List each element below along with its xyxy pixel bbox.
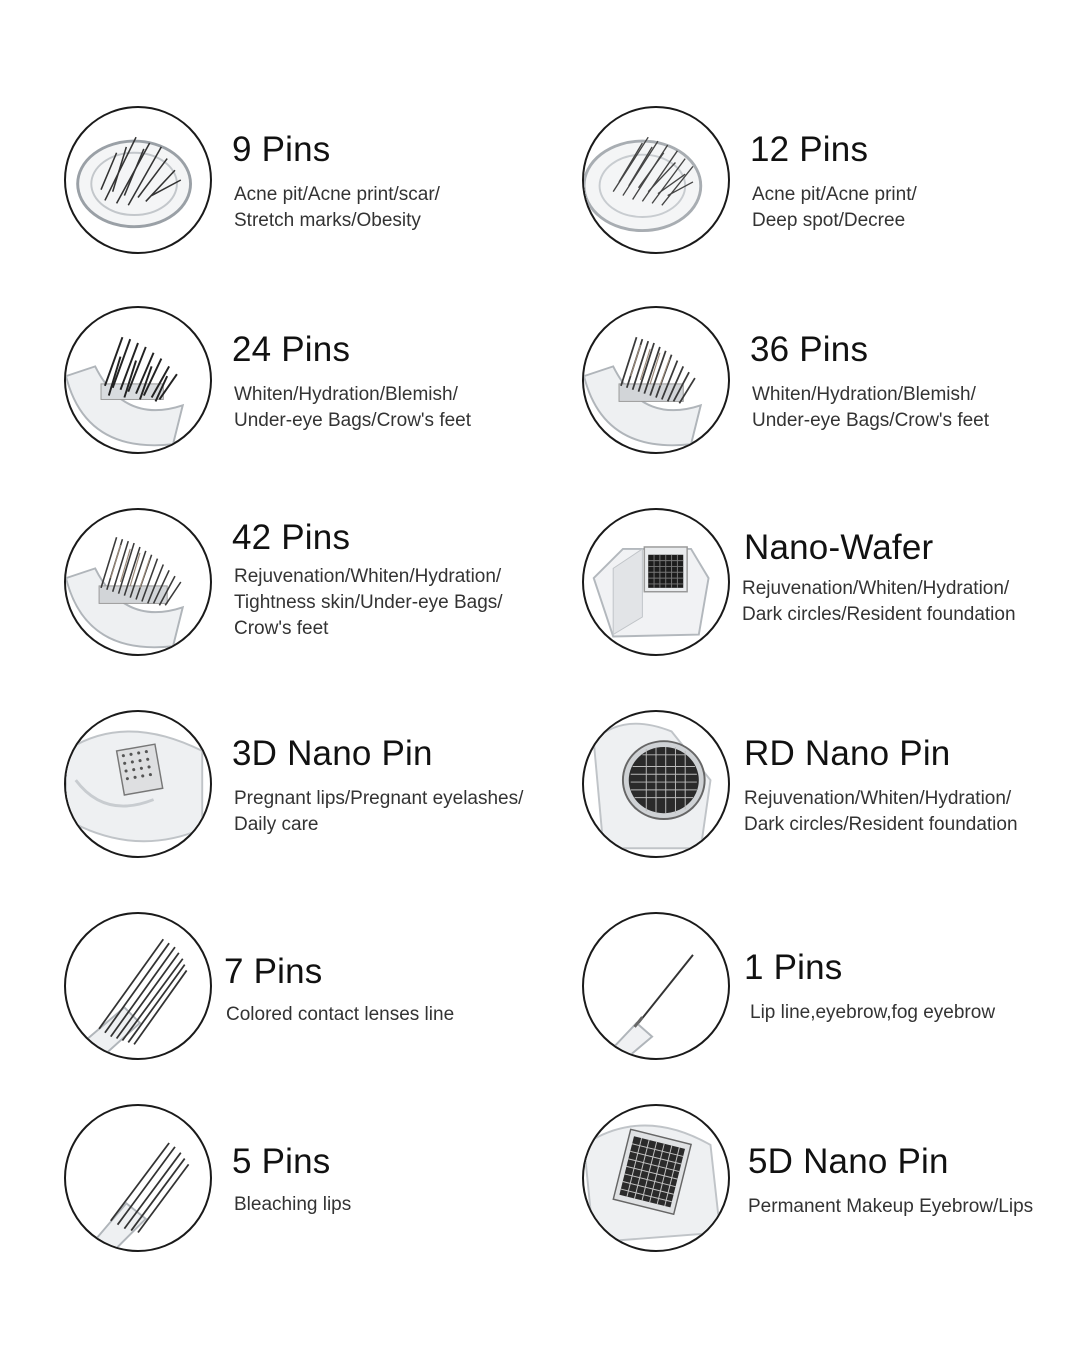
product-12-pins	[582, 106, 1080, 266]
needle-cartridge-36-icon	[582, 306, 730, 454]
nano-wafer-icon	[582, 508, 730, 656]
product-description: Rejuvenation/Whiten/Hydration/ Dark circles/Resident foundation	[742, 578, 1016, 625]
product-description: Rejuvenation/Whiten/Hydration/ Tightness skin/Under-eye Bags/ Crow's feet	[234, 566, 503, 639]
needle-5-pins-icon	[64, 1104, 212, 1252]
product-1-pins	[582, 912, 1080, 1072]
product-title: 5 Pins	[232, 1142, 331, 1181]
product-3d-nano-pin	[64, 710, 564, 870]
product-36-pins	[582, 306, 1080, 466]
needle-cartridge-12-icon	[582, 106, 730, 254]
product-title: 5D Nano Pin	[748, 1142, 949, 1181]
product-title: 3D Nano Pin	[232, 734, 433, 773]
product-nano-wafer	[582, 508, 1080, 668]
product-5-pins	[64, 1104, 564, 1264]
needle-cartridge-24-icon	[64, 306, 212, 454]
product-title: 12 Pins	[750, 130, 869, 169]
product-description: Whiten/Hydration/Blemish/ Under-eye Bags/Crow's feet	[752, 384, 990, 431]
product-title: 9 Pins	[232, 130, 331, 169]
product-rd-nano-pin	[582, 710, 1080, 870]
product-description: Permanent Makeup Eyebrow/Lips	[748, 1196, 1034, 1217]
product-title: 1 Pins	[744, 948, 843, 987]
product-description: Rejuvenation/Whiten/Hydration/ Dark circles/Resident foundation	[744, 788, 1018, 835]
product-42-pins	[64, 508, 564, 668]
product-description: Pregnant lips/Pregnant eyelashes/ Daily care	[234, 788, 524, 835]
product-title: Nano-Wafer	[744, 528, 934, 567]
needle-1-pin-icon	[582, 912, 730, 1060]
product-description: Acne pit/Acne print/ Deep spot/Decree	[752, 184, 917, 231]
product-description: Colored contact lenses line	[226, 1004, 455, 1025]
needle-cartridge-42-icon	[64, 508, 212, 656]
product-24-pins	[64, 306, 564, 466]
product-description: Whiten/Hydration/Blemish/ Under-eye Bags/Crow's feet	[234, 384, 472, 431]
product-title: 42 Pins	[232, 518, 351, 557]
product-9-pins	[64, 106, 564, 266]
product-title: 24 Pins	[232, 330, 351, 369]
nano-pin-3d-icon	[64, 710, 212, 858]
nano-pin-5d-icon	[582, 1104, 730, 1252]
product-description: Lip line,eyebrow,fog eyebrow	[750, 1002, 996, 1023]
product-title: 36 Pins	[750, 330, 869, 369]
product-title: 7 Pins	[224, 952, 323, 991]
product-5d-nano-pin	[582, 1104, 1080, 1264]
product-title: RD Nano Pin	[744, 734, 951, 773]
needle-cartridge-9-icon	[64, 106, 212, 254]
product-description: Acne pit/Acne print/scar/ Stretch marks/Obesity	[234, 184, 440, 231]
needle-7-pins-icon	[64, 912, 212, 1060]
product-7-pins	[64, 912, 564, 1072]
product-description: Bleaching lips	[234, 1194, 352, 1215]
nano-pin-rd-icon	[582, 710, 730, 858]
